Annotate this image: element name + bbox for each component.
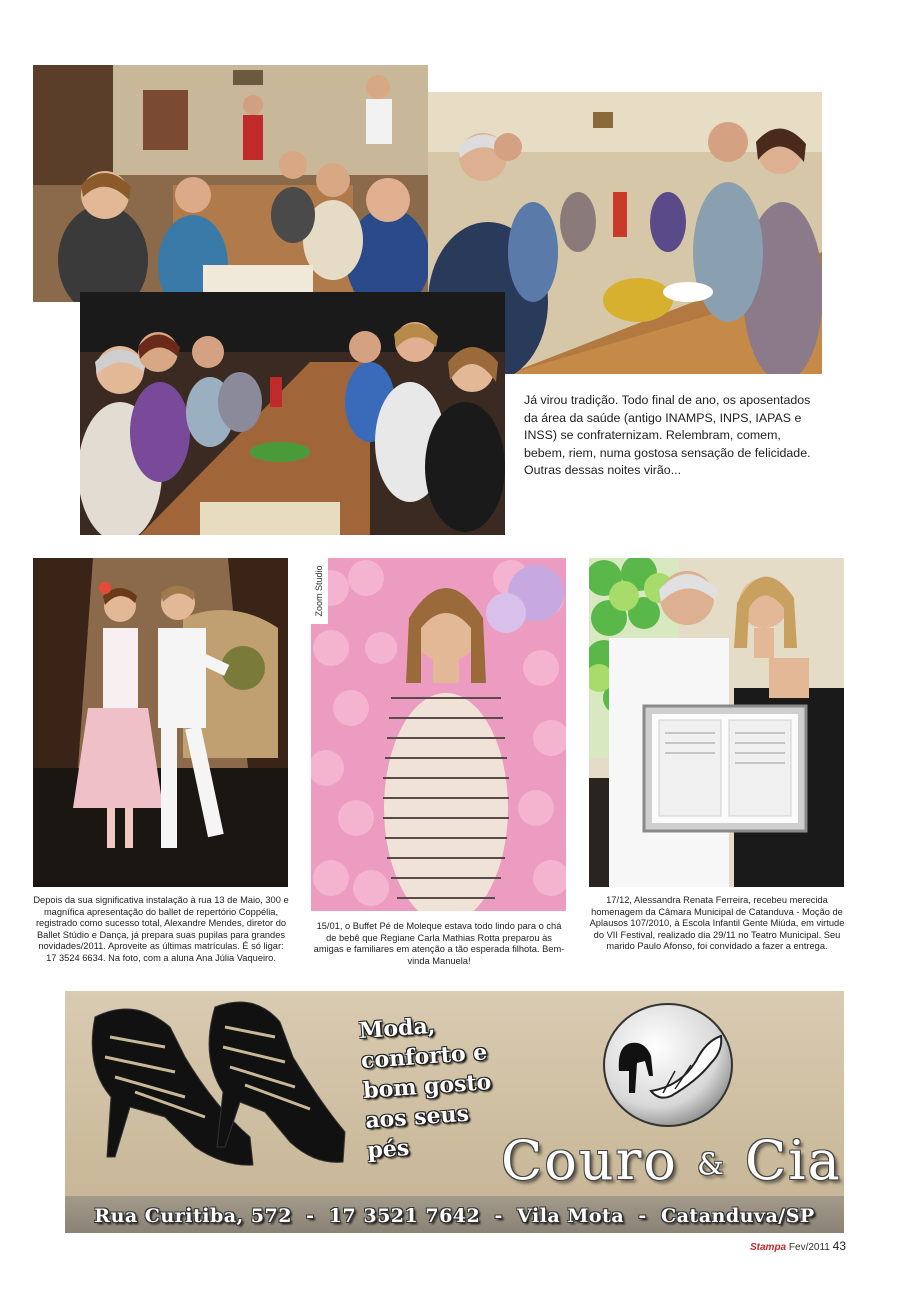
photo-homage-award <box>589 558 844 887</box>
photo-restaurant-group-3 <box>80 292 505 535</box>
shoe-logo-icon <box>601 1001 735 1129</box>
caption-baby-shower: 15/01, o Buffet Pé de Moleque estava todo lindo para o chá de bebê que Regiane Carla Mathias Rotta preparou às amigas e familiares em atenção a tão esperada filhota. Bem-vinda Manuela! <box>313 921 565 966</box>
photo-credit-text: Zoom Studio <box>313 565 324 617</box>
photo-credit <box>309 558 328 624</box>
slogan-line: Moda, <box>358 1012 437 1045</box>
magazine-name: Stampa <box>750 1242 787 1253</box>
photo-restaurant-group-1 <box>33 65 428 302</box>
shoes-illustration <box>75 997 350 1187</box>
slogan-line: bom gosto <box>362 1069 493 1104</box>
brand-word-tail: Cia <box>745 1129 842 1192</box>
issue-date: Fev/2011 <box>788 1242 830 1253</box>
advertisement-couro-cia <box>65 991 844 1233</box>
ad-address: Rua Curitiba, 572 - 17 3521 7642 - Vila Mota - Catanduva/SP <box>94 1205 815 1227</box>
slogan-line: conforto e <box>360 1039 489 1075</box>
ad-brand-name <box>501 1129 841 1192</box>
photo-baby-shower <box>311 558 566 911</box>
photo-ballet-dancers <box>33 558 288 887</box>
caption-retirees-party: Já virou tradição. Todo final de ano, os aposentados da área da saúde (antigo INAMPS, INPS, IAPAS e INSS) se confraternizam. Relembram, comem, bebem, riem, numa gostosa sensação de felicidade. Outras dessas noites virão... <box>524 393 811 477</box>
caption-homage: 17/12, Alessandra Renata Ferreira, recebeu merecida homenagem da Câmara Municipal de Catanduva - Moção de Aplausos 107/2010, à Escola Infantil Gente Miúda, em virtude do VII Festival, realizado dia 29/11 no Teatro Municipal. Seu marido Paulo Afonso, foi convidado a fazer a entrega. <box>589 895 845 952</box>
brand-ampersand: & <box>697 1147 726 1183</box>
slogan-line: pés <box>366 1134 410 1164</box>
caption-ballet: Depois da sua significativa instalação à rua 13 de Maio, 300 e magnífica apresentação do ballet de repertório Coppélia, registrado como sucesso total, Alexandre Mendes, diretor do Ballet Stúdio e Dança, já prepara suas pupilas para grandes novidades/2011. Aproveite as últimas matrículas. É só ligar: 17 3524 6634. Na foto, com a aluna Ana Júlia Vaqueiro. <box>33 895 289 963</box>
slogan-line: aos seus <box>364 1100 470 1134</box>
page-footer <box>750 1239 846 1253</box>
page-number: 43 <box>832 1239 846 1253</box>
brand-word: Couro <box>501 1129 678 1192</box>
